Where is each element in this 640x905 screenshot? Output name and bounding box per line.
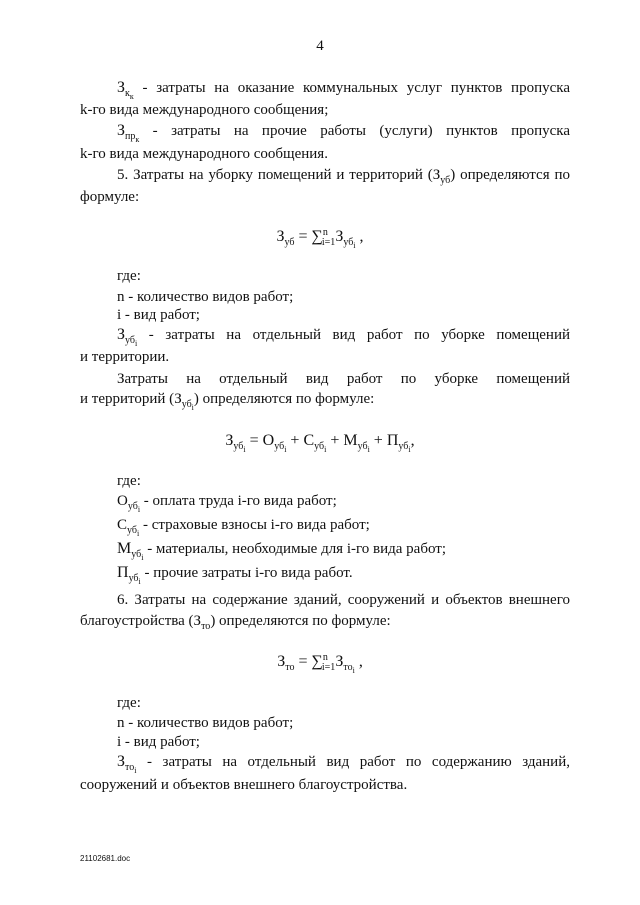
text-line bbox=[80, 166, 570, 184]
text-fragment: - затраты на оказание коммунальных услуг пунктов пропуска bbox=[133, 80, 570, 96]
symbol-o-ub-i: $О_{уб_i}$ bbox=[117, 493, 141, 514]
text-fragment: - затраты на отдельный вид работ по содержанию зданий, bbox=[136, 754, 570, 770]
footer-filename: 21102681.doc bbox=[80, 854, 131, 863]
symbol-z-kk: $З_{к_к}$ bbox=[117, 79, 134, 101]
symbol-z-pr: $З_{пр_к}$ bbox=[117, 122, 140, 144]
symbol-c-ub-i: $С_{уб_i}$ bbox=[117, 517, 140, 538]
text-fragment: - затраты на прочие работы (услуги) пунктов пропуска bbox=[139, 123, 570, 139]
text-line: k-го вида международного сообщения. bbox=[80, 146, 328, 162]
text-line: $О_{уб_i}$ - оплата труда i-го вида работ; bbox=[117, 493, 337, 514]
text-line: и территорий $(З_{уб_i})$ определяются по формуле: bbox=[80, 391, 375, 412]
text-line bbox=[80, 753, 570, 775]
text-fragment: - затраты на отдельный вид работ по уборке помещений bbox=[137, 327, 570, 343]
text-line: n - количество видов работ; bbox=[117, 715, 294, 731]
symbol-m-ub-i: $М_{уб_i}$ bbox=[117, 540, 144, 562]
symbol-z-to: $З_{то}$ bbox=[193, 613, 211, 632]
symbol-z-ub-i: $З_{уб_i}$ bbox=[117, 326, 138, 348]
text-line: 6. Затраты на содержание зданий, сооружений и объектов внешнего bbox=[117, 592, 570, 608]
page-number: 4 bbox=[316, 38, 324, 54]
text-line: сооружений и объектов внешнего благоустройства. bbox=[80, 777, 408, 793]
text-line bbox=[80, 122, 570, 144]
symbol-z-ub-i: $З_{уб_i}$ bbox=[174, 391, 194, 412]
text-line: где: bbox=[117, 695, 141, 711]
formula-z-to: $З_{то} = \sum^n_{i=1}З_{то_i}$ , bbox=[277, 652, 363, 675]
text-line: где: bbox=[117, 268, 141, 284]
symbol-z-ub: $З_{уб}$ bbox=[432, 167, 451, 186]
text-line: формуле: bbox=[80, 189, 140, 205]
text-line: k-го вида международного сообщения; bbox=[80, 102, 329, 118]
text-line: i - вид работ; bbox=[117, 734, 200, 750]
formula-z-ub: $З_{уб} = \sum^n_{i=1}З_{уб_i}$ , bbox=[276, 227, 364, 250]
text-line: и территории. bbox=[80, 349, 170, 365]
text-line: $С_{уб_i}$ - страховые взносы i-го вида работ; bbox=[117, 517, 370, 538]
text-line bbox=[80, 326, 570, 348]
text-line: $М_{уб_i}$ - материалы, необходимые для i-го вида работ; bbox=[117, 540, 446, 562]
formula-z-ub-i: $З_{уб_i} = О_{уб_i} + С_{уб_i} + М_{уб_i} + П_{уб_i}$, bbox=[225, 432, 415, 454]
text-line: где: bbox=[117, 473, 141, 489]
text-line bbox=[80, 79, 570, 101]
text-line: n - количество видов работ; bbox=[117, 289, 294, 305]
text-fragment: 5. Затраты на уборку помещений и территорий ( bbox=[117, 167, 433, 183]
text-line: Затраты на отдельный вид работ по уборке помещений bbox=[117, 371, 570, 387]
symbol-p-ub-i: $П_{уб_i}$ bbox=[117, 564, 141, 586]
text-line: благоустройства $(З_{то})$ определяются по формуле: bbox=[80, 613, 391, 632]
symbol-z-to-i: $З_{то_i}$ bbox=[117, 753, 137, 775]
text-line: $П_{уб_i}$ - прочие затраты i-го вида работ. bbox=[117, 564, 353, 586]
text-fragment: ) определяются по bbox=[450, 167, 570, 183]
text-line: i - вид работ; bbox=[117, 307, 200, 323]
